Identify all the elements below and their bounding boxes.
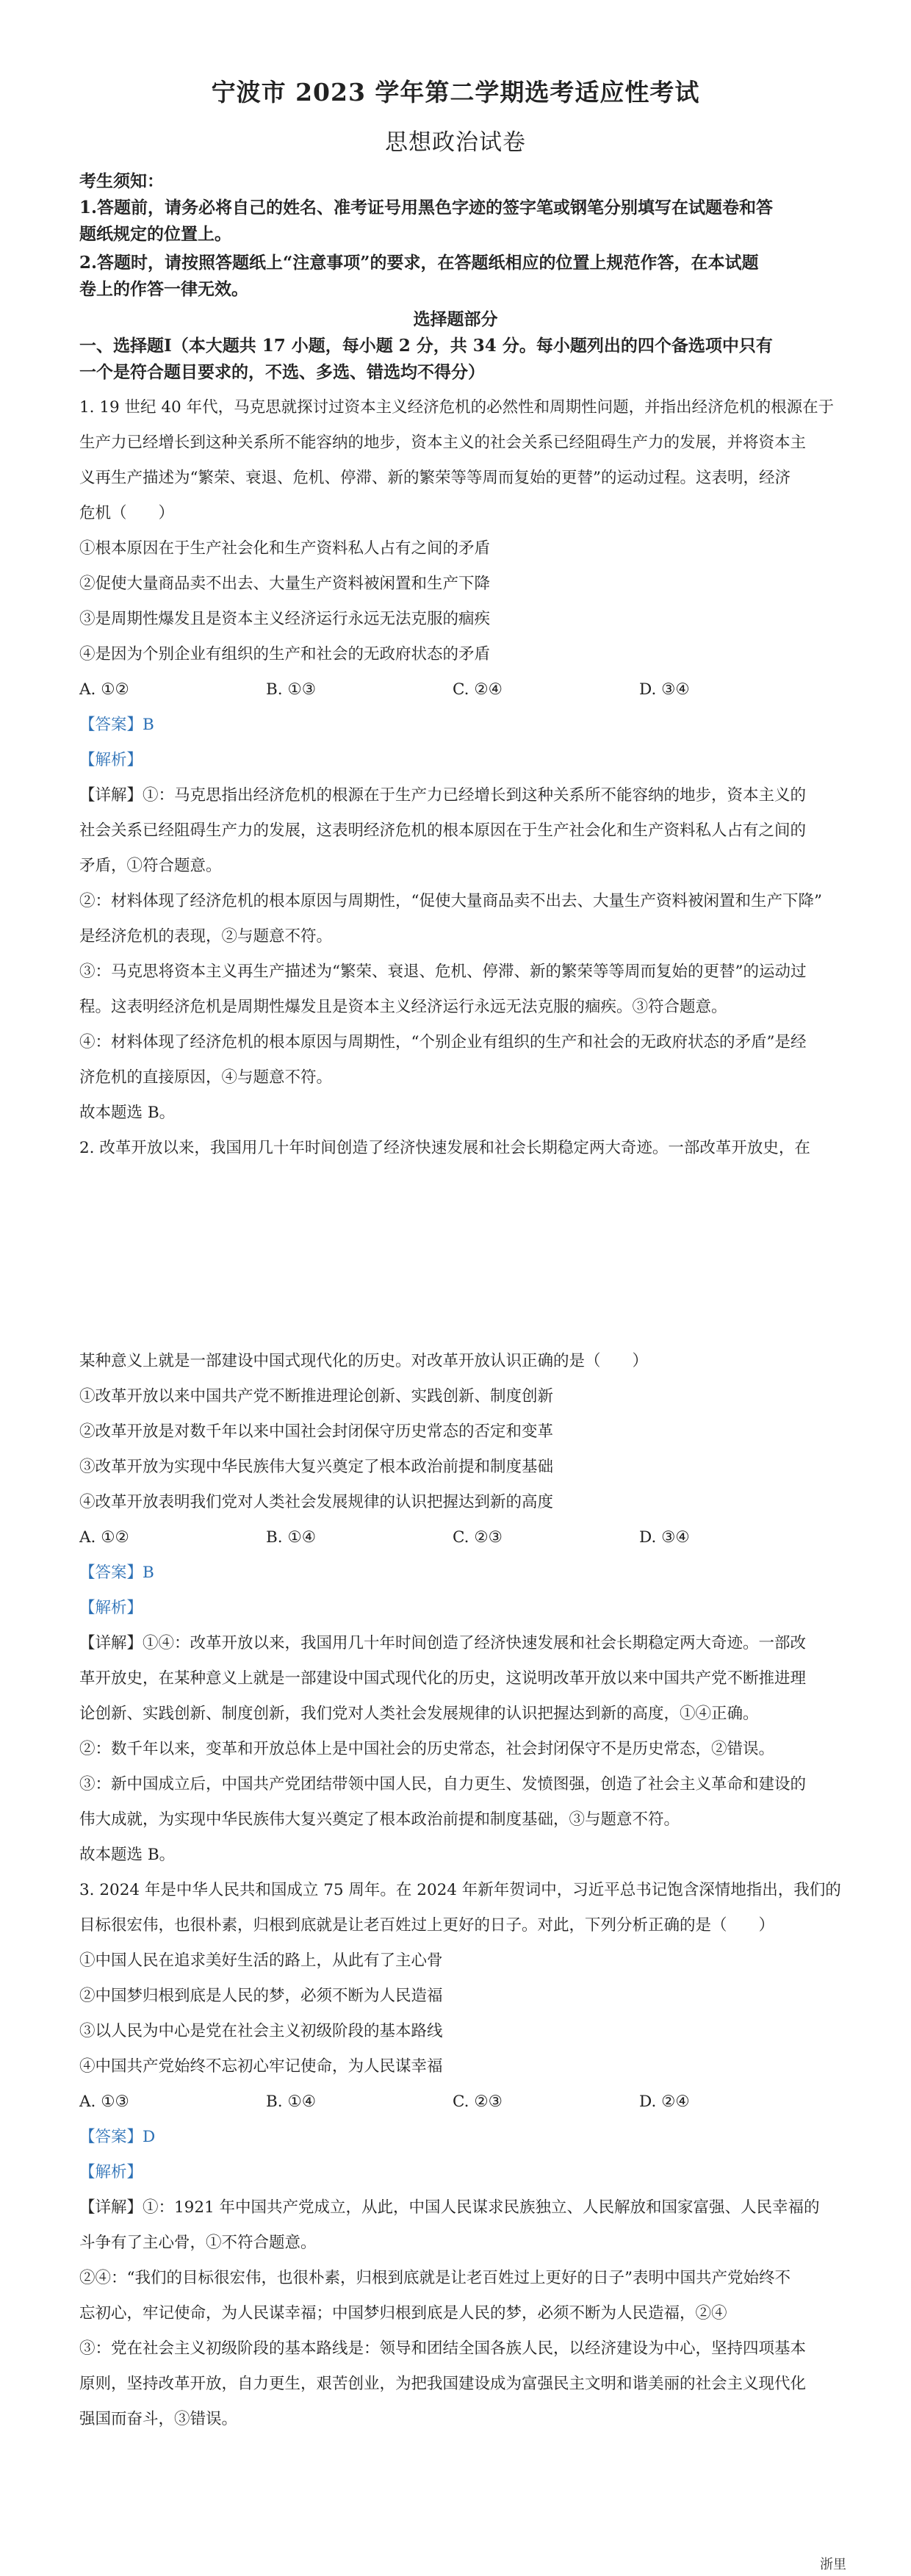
- q2-detail-line: 【详解】①④：改革开放以来，我国用几十年时间创造了经济快速发展和社会长期稳定两大奇迹。一部改: [79, 1634, 807, 1652]
- q1-detail-line: 故本题选 B。: [79, 1104, 176, 1122]
- q3-detail-line: ②④：“我们的目标很宏伟，也很朴素，归根到底就是让老百姓过上更好的日子”表明中国共产党始终不: [79, 2269, 791, 2287]
- q1-stem-line: 生产力已经增长到这种关系所不能容纳的地步，资本主义的社会关系已经阻碍生产力的发展，并将资本主: [79, 433, 807, 452]
- q3-option-b: B. ①④: [266, 2093, 317, 2111]
- q3-option-a: A. ①③: [79, 2093, 129, 2111]
- q3-statement: ③以人民为中心是党在社会主义初级阶段的基本路线: [79, 2022, 443, 2040]
- q2-answer: 【答案】B: [79, 1564, 154, 1582]
- q3-statement: ②中国梦归根到底是人民的梦，必须不断为人民造福: [79, 1987, 443, 2005]
- q2-analysis: 【解析】: [79, 1599, 143, 1617]
- q1-detail-line: ②：材料体现了经济危机的根本原因与周期性，“促使大量商品卖不出去、大量生产资料被闲置和生产下降”: [79, 892, 822, 910]
- q2-option-c: C. ②③: [453, 1528, 503, 1547]
- notice-heading: 考生须知：: [79, 171, 164, 191]
- q2-option-d: D. ③④: [639, 1528, 690, 1547]
- q3-statement: ①中国人民在追求美好生活的路上，从此有了主心骨: [79, 1951, 443, 1970]
- notice-item2-line1: 2.答题时，请按照答题纸上“注意事项”的要求，在答题纸相应的位置上规范作答，在本试题: [79, 253, 759, 273]
- q2-stem-line: 2. 改革开放以来，我国用几十年时间创造了经济快速发展和社会长期稳定两大奇迹。一部改革开放史，在: [79, 1139, 810, 1157]
- q1-option-a: A. ①②: [79, 680, 129, 699]
- q1-statement: ①根本原因在于生产社会化和生产资料私人占有之间的矛盾: [79, 539, 491, 558]
- notice-item1-line2: 题纸规定的位置上。: [79, 224, 231, 244]
- q2-stem-line: 某种意义上就是一部建设中国式现代化的历史。对改革开放认识正确的是（ ）: [79, 1352, 649, 1370]
- q2-option-b: B. ①④: [266, 1528, 317, 1547]
- q1-statement: ③是周期性爆发且是资本主义经济运行永远无法克服的痼疾: [79, 610, 491, 628]
- q2-statement: ①改革开放以来中国共产党不断推进理论创新、实践创新、制度创新: [79, 1387, 554, 1406]
- q1-detail-line: ③：马克思将资本主义再生产描述为“繁荣、衰退、危机、停滞、新的繁荣等等周而复始的更替”的运动过: [79, 963, 807, 981]
- q2-statement: ②改革开放是对数千年以来中国社会封闭保守历史常态的否定和变革: [79, 1422, 554, 1441]
- q2-detail-line: 革开放史，在某种意义上就是一部建设中国式现代化的历史，这说明改革开放以来中国共产党不断推进理: [79, 1669, 807, 1688]
- q1-stem-line: 危机（ ）: [79, 504, 175, 522]
- q3-option-d: D. ②④: [639, 2093, 690, 2111]
- q3-detail-line: 斗争有了主心骨，①不符合题意。: [79, 2234, 317, 2252]
- notice-item2-line2: 卷上的作答一律无效。: [79, 279, 248, 299]
- q1-statement: ④是因为个别企业有组织的生产和社会的无政府状态的矛盾: [79, 645, 491, 663]
- q1-analysis: 【解析】: [79, 751, 143, 769]
- q1-detail-line: 是经济危机的表现，②与题意不符。: [79, 927, 333, 946]
- q2-option-a: A. ①②: [79, 1528, 129, 1547]
- q2-detail-line: ②：数千年以来，变革和开放总体上是中国社会的历史常态，社会封闭保守不是历史常态，②错误。: [79, 1740, 775, 1758]
- q3-option-c: C. ②③: [453, 2093, 503, 2111]
- exam-title: 宁波市 2023 学年第二学期选考适应性考试: [211, 78, 700, 107]
- q3-detail-line: ③：党在社会主义初级阶段的基本路线是：领导和团结全国各族人民，以经济建设为中心，坚持四项基本: [79, 2339, 807, 2358]
- q3-analysis: 【解析】: [79, 2163, 143, 2181]
- q3-statement: ④中国共产党始终不忘初心牢记使命，为人民谋幸福: [79, 2057, 443, 2076]
- q2-detail-line: ③：新中国成立后，中国共产党团结带领中国人民，自力更生、发愤图强，创造了社会主义革命和建设的: [79, 1775, 807, 1794]
- q3-detail-line: 原则，坚持改革开放，自力更生，艰苦创业，为把我国建设成为富强民主文明和谐美丽的社会主义现代化: [79, 2375, 807, 2393]
- q1-answer: 【答案】B: [79, 716, 154, 734]
- page-footer: 浙里: [820, 2557, 846, 2572]
- q2-detail-line: 故本题选 B。: [79, 1846, 176, 1864]
- q1-stem-line: 1. 19 世纪 40 年代，马克思就探讨过资本主义经济危机的必然性和周期性问题，并指出经济危机的根源在于: [79, 398, 835, 417]
- q3-detail-line: 强国而奋斗，③错误。: [79, 2410, 238, 2428]
- q3-answer: 【答案】D: [79, 2128, 156, 2146]
- q1-detail-line: 程。这表明经济危机是周期性爆发且是资本主义经济运行永远无法克服的痼疾。③符合题意。: [79, 998, 727, 1016]
- q2-statement: ④改革开放表明我们党对人类社会发展规律的认识把握达到新的高度: [79, 1493, 554, 1511]
- notice-item1-line1: 1.答题前，请务必将自己的姓名、准考证号用黑色字迹的签字笔或钢笔分别填写在试题卷和答: [79, 198, 774, 217]
- q1-detail-line: 矛盾，①符合题意。: [79, 857, 222, 875]
- section-title: 选择题部分: [413, 309, 498, 329]
- q1-option-d: D. ③④: [639, 680, 690, 699]
- q3-detail-line: 忘初心，牢记使命，为人民谋幸福；中国梦归根到底是人民的梦，必须不断为人民造福，②④: [79, 2304, 727, 2323]
- q3-stem-line: 3. 2024 年是中华人民共和国成立 75 周年。在 2024 年新年贺词中，习近平总书记饱含深情地指出，我们的: [79, 1881, 841, 1899]
- q2-detail-line: 论创新、实践创新、制度创新，我们党对人类社会发展规律的认识把握达到新的高度，①④正确。: [79, 1705, 759, 1723]
- q3-detail-line: 【详解】①：1921 年中国共产党成立，从此，中国人民谋求民族独立、人民解放和国家富强、人民幸福的: [79, 2198, 820, 2217]
- q1-detail-line: 【详解】①：马克思指出经济危机的根源在于生产力已经增长到这种关系所不能容纳的地步，资本主义的: [79, 786, 807, 805]
- q2-statement: ③改革开放为实现中华民族伟大复兴奠定了根本政治前提和制度基础: [79, 1458, 554, 1476]
- q1-detail-line: 济危机的直接原因，④与题意不符。: [79, 1068, 333, 1087]
- q1-option-c: C. ②④: [453, 680, 503, 699]
- q1-stem-line: 义再生产描述为“繁荣、衰退、危机、停滞、新的繁荣等等周而复始的更替”的运动过程。这表明，经济: [79, 469, 791, 487]
- q1-detail-line: 社会关系已经阻碍生产力的发展，这表明经济危机的根本原因在于生产社会化和生产资料私人占有之间的: [79, 821, 807, 840]
- q2-detail-line: 伟大成就，为实现中华民族伟大复兴奠定了根本政治前提和制度基础，③与题意不符。: [79, 1810, 680, 1829]
- q1-statement: ②促使大量商品卖不出去、大量生产资料被闲置和生产下降: [79, 575, 491, 593]
- part1-line2: 一个是符合题目要求的，不选、多选、错选均不得分）: [79, 362, 485, 382]
- exam-subtitle: 思想政治试卷: [385, 129, 526, 156]
- q3-stem-line: 目标很宏伟，也很朴素，归根到底就是让老百姓过上更好的日子。对此，下列分析正确的是（ ）: [79, 1916, 775, 1935]
- q1-detail-line: ④：材料体现了经济危机的根本原因与周期性，“个别企业有组织的生产和社会的无政府状态的矛盾”是经: [79, 1033, 807, 1051]
- part1-line1: 一、选择题Ⅰ（本大题共 17 小题，每小题 2 分，共 34 分。每小题列出的四个备选项中只有: [79, 336, 773, 356]
- q1-option-b: B. ①③: [266, 680, 317, 699]
